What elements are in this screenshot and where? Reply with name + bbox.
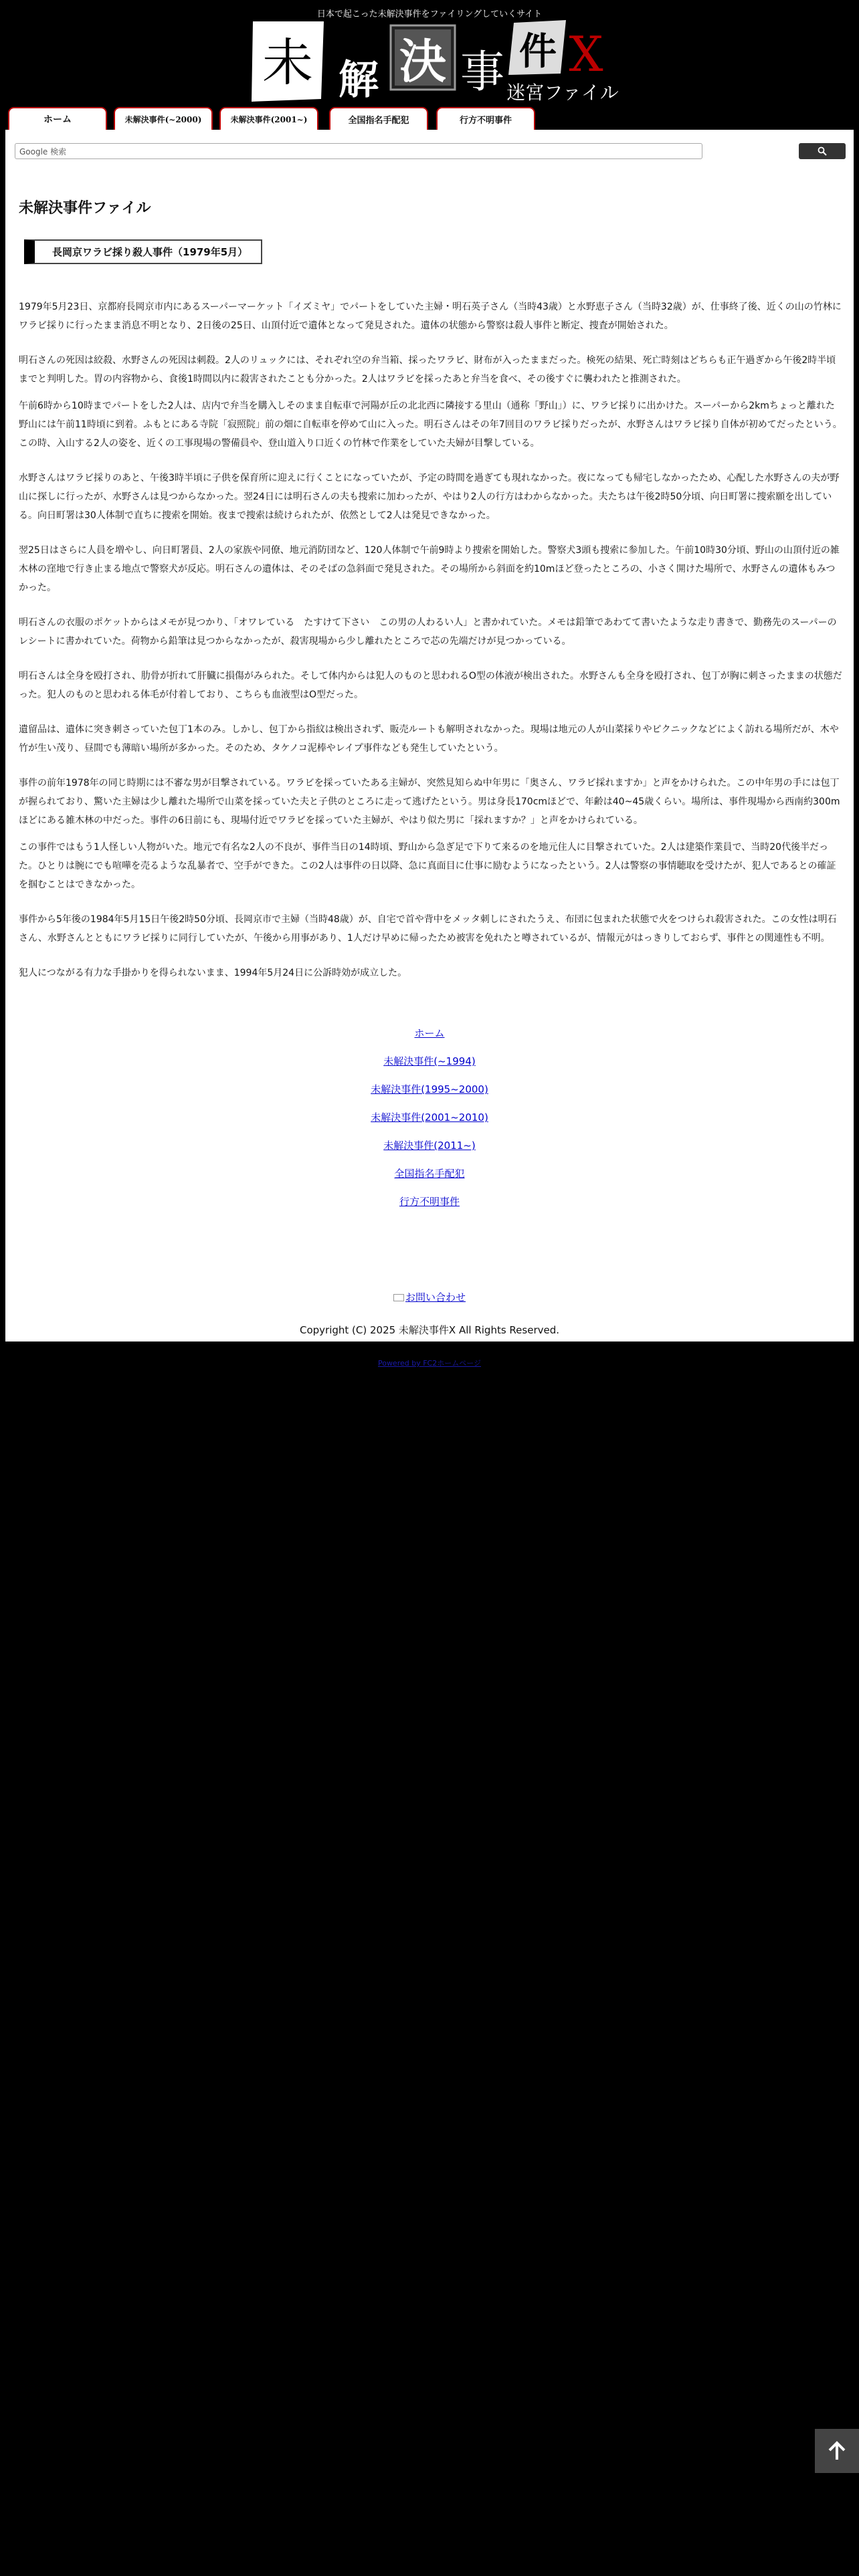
footer-link-missing[interactable]: 行方不明事件 — [399, 1196, 460, 1208]
logo-char-ketsu: 決 — [399, 33, 446, 89]
paragraph: 翌25日はさらに人員を増やし、向日町署員、2人の家族や同僚、地元消防団など、120人体制で午前9時より捜索を開始した。警察犬3頭も捜索に参加した。午前10時30分頃、野山の山頂付近の雑木林の窪地で行き止まる地点で警察犬が反応。明石さんの遺体は、そのそばの急斜面で発見された。その場所から斜面を約10mほど登ったところの、小さく開けた場所で、水野さんの遺体もみつかった。 — [19, 545, 840, 593]
tab-unsolved-to-2000[interactable]: 未解決事件(~2000) — [114, 107, 213, 130]
logo-char-ji: 事 — [460, 46, 504, 98]
mail-icon — [393, 1294, 404, 1301]
arrow-up-icon — [826, 2440, 848, 2462]
tab-wanted[interactable]: 全国指名手配犯 — [329, 107, 428, 130]
footer-link-unsolved-to-1994[interactable]: 未解決事件(~1994) — [383, 1055, 476, 1067]
powered-by — [0, 1358, 859, 1368]
tab-unsolved-from-2001[interactable]: 未解決事件(2001~) — [219, 107, 318, 130]
logo-char-kai: 解 — [339, 57, 379, 104]
search-button[interactable] — [799, 143, 846, 159]
contact-link[interactable]: お問い合わせ — [405, 1291, 466, 1303]
footer-link-unsolved-from-2011[interactable]: 未解決事件(2011~) — [383, 1140, 476, 1152]
search-icon — [818, 146, 827, 156]
logo-subtitle: 迷宮ファイル — [506, 82, 619, 104]
logo-char-x: X — [569, 26, 603, 82]
paragraph: この事件ではもう1人怪しい人物がいた。地元で有名な2人の不良が、事件当日の14時頃、野山から急ぎ足で下りて来るのを地元住人に目撃されていた。2人は建築作業員で、当時20代後半だった。ひとりは腕にでも喧嘩を売るような乱暴者で、空手ができた。この2人は事件の日以降、急に真面目に仕事に励むようになったという。2人は警察の事情聴取を受けたが、犯人であるとの確証を掴むことはできなかった。 — [19, 842, 836, 890]
tab-home[interactable]: ホーム — [8, 107, 107, 130]
logo-char-mi: 未 — [262, 33, 313, 92]
search-input[interactable]: Google 検索 — [15, 143, 702, 159]
paragraph: 1979年5月23日、京都府長岡京市内にあるスーパーマーケット「イズミヤ」でパートをしていた主婦・明石英子さん（当時43歳）と水野恵子さん（当時32歳）が、仕事終了後、近くの山の竹林にワラビ採りに行ったまま消息不明となり、2日後の25日、山頂付近で遺体となって発見された。遺体の状態から警察は殺人事件と断定、捜査が開始された。 — [19, 302, 842, 331]
copyright: Copyright (C) 2025 未解決事件X All Rights Reserved. — [299, 1324, 560, 1336]
main-content — [5, 130, 854, 1341]
tab-missing[interactable]: 行方不明事件 — [436, 107, 535, 130]
back-to-top-button[interactable] — [815, 2429, 859, 2473]
site-tagline: 日本で起こった未解決事件をファイリングしていくサイト — [316, 9, 543, 19]
contact — [5, 1290, 854, 1304]
paragraph: 遺留品は、遺体に突き刺さっていた包丁1本のみ。しかし、包丁から指紋は検出されず、販売ルートも解明されなかった。現場は地元の人が山菜採りやピクニックなどによく訪れる場所だが、木や竹が生い茂り、昼間でも薄暗い場所が多かった。そのため、タケノコ泥棒やレイプ事件なども発生していたという。 — [19, 724, 839, 754]
case-title: 長岡京ワラビ採り殺人事件（1979年5月） — [24, 239, 262, 264]
footer-links — [5, 1019, 854, 1216]
logo-char-ken: 件 — [519, 29, 557, 74]
footer-link-unsolved-1995-2000[interactable]: 未解決事件(1995~2000) — [371, 1083, 488, 1095]
page-title: 未解決事件ファイル — [19, 200, 151, 217]
site-header — [0, 0, 859, 107]
footer-link-wanted[interactable]: 全国指名手配犯 — [394, 1168, 465, 1180]
paragraph: 事件から5年後の1984年5月15日午後2時50分頃、長岡京市で主婦（当時48歳）が、自宅で首や背中をメッタ刺しにされたうえ、布団に包まれた状態で火をつけられ殺害された。この女性は明石さん、水野さんとともにワラビ採りに同行していたが、午後から用事があり、1人だけ早めに帰ったため被害を免れたと噂されているが、情報元がはっきりしておらず、事件との関連性も不明。 — [19, 914, 837, 944]
footer-link-home[interactable]: ホーム — [414, 1027, 445, 1039]
paragraph: 犯人につながる有力な手掛かりを得られないまま、1994年5月24日に公訴時効が成立した。 — [19, 968, 407, 978]
powered-by-link[interactable]: Powered by FC2ホームページ — [377, 1359, 482, 1368]
paragraph: 水野さんはワラビ採りのあと、午後3時半頃に子供を保育所に迎えに行くことになっていたが、予定の時間を過ぎても現れなかった。夜になっても帰宅しなかったため、心配した水野さんの夫が野山に探しに行ったが、水野さんは見つからなかった。翌24日には明石さんの夫も捜索に加わったが、やはり2人の行方はわからなかった。夫たちは午後2時50分頃、向日町署に捜索願を出している。向日町署は30人体制で直ちに捜索を開始。夜まで捜索は続けられたが、依然として2人は発見できなかった。 — [19, 473, 840, 521]
paragraph: 明石さんの死因は絞殺、水野さんの死因は刺殺。2人のリュックには、それぞれ空の弁当箱、採ったワラビ、財布が入ったままだった。検死の結果、死亡時刻はどちらも正午過ぎから午後2時半頃までと判明した。胃の内容物から、食後1時間以内に殺害されたことも分かった。2人はワラビを採ったあと弁当を食べ、その後すぐに襲われたと推測された。 — [19, 355, 836, 385]
site-logo[interactable] — [252, 20, 619, 104]
article — [19, 197, 843, 982]
paragraph: 午前6時から10時までパートをした2人は、店内で弁当を購入しそのまま自転車で河陽が丘の北北西に隣接する里山（通称「野山」）に、ワラビ採りに出かけた。スーパーから2kmちょっと離れた野山には午前11時頃に到着。ふもとにある寺院「寂照院」前の畑に自転車を停めて山に入った。明石さんはその年7回目のワラビ採りだったが、水野さんはワラビ採り自体が初めてだったという。この時、入山する2人の姿を、近くの工事現場の警備員や、登山道入り口近くの竹林で作業をしていた夫婦が目撃している。 — [19, 401, 842, 449]
paragraph: 事件の前年1978年の同じ時期には不審な男が目撃されている。ワラビを採っていたある主婦が、突然見知らぬ中年男に「奥さん、ワラビ採れますか」と声をかけられた。この中年男の手には包丁が握られており、驚いた主婦は少し離れた場所で山菜を採っていた夫と子供のところに走って逃げたという。男は身長170cmほどで、年齢は40~45歳くらい。場所は、事件現場から西南約300mほどにある雑木林の中だった。事件の6日前にも、現場付近でワラビを採っていた主婦が、やはり似た男に「採れますか？」と声をかけられている。 — [19, 778, 840, 826]
paragraph: 明石さんは全身を殴打され、肋骨が折れて肝臓に損傷がみられた。そして体内からは犯人のものと思われるO型の体液が検出された。水野さんも全身を殴打され、包丁が胸に刺さったままの状態だった。犯人のものと思われる体毛が付着しており、こちらも血液型はO型だった。 — [19, 671, 842, 700]
footer-link-unsolved-2001-2010[interactable]: 未解決事件(2001~2010) — [371, 1111, 488, 1123]
paragraph: 明石さんの衣服のポケットからはメモが見つかり、「オワレている たすけて下さい この男の人わるい人」と書かれていた。メモは鉛筆であわてて書いたような走り書きで、勤務先のスーパーのレシートに書かれていた。荷物から鉛筆は見つからなかったが、殺害現場から少し離れたところで芯の先端だけが見つかっている。 — [19, 617, 837, 647]
